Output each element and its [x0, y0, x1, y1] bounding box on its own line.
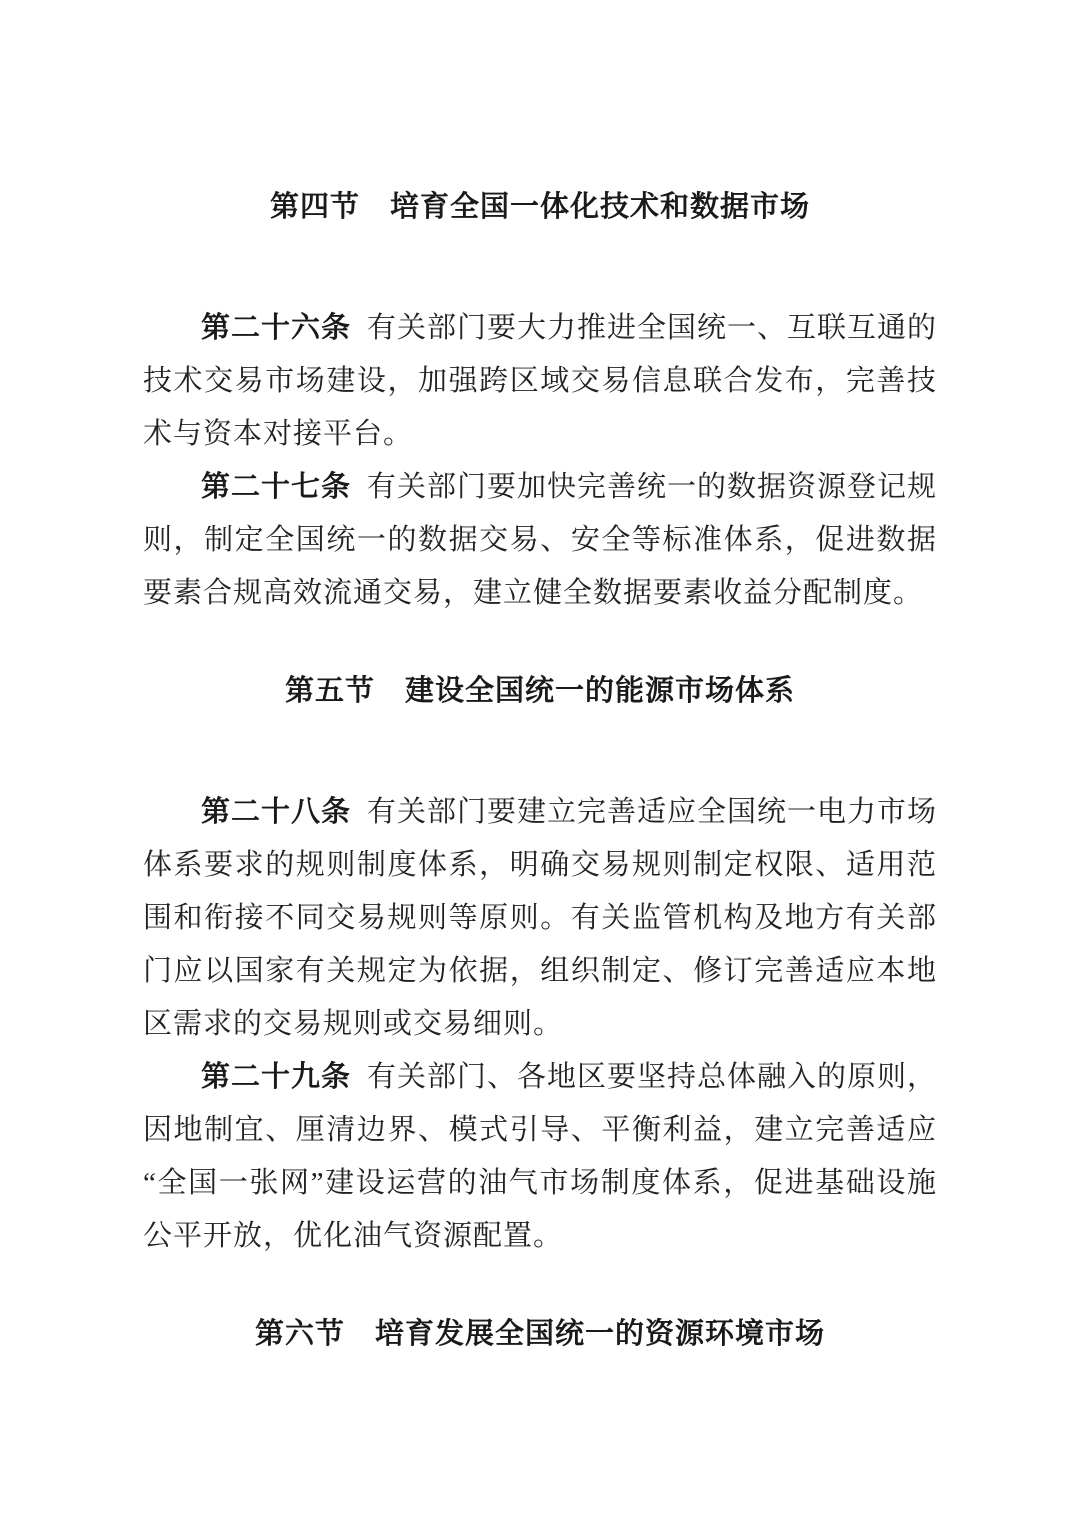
- article-29-number: 第二十九条: [201, 1061, 352, 1093]
- article-26: [143, 302, 937, 461]
- article-27-text: 有关部门要加快完善统一的数据资源登记规则，制定全国统一的数据交易、安全等标准体系，促进数据要素合规高效流通交易，建立健全数据要素收益分配制度。: [143, 471, 937, 609]
- article-27-number: 第二十七条: [201, 471, 352, 503]
- section-heading-4: 第四节 培育全国一体化技术和数据市场: [269, 191, 810, 223]
- article-27: [143, 461, 937, 620]
- article-28-number: 第二十八条: [201, 796, 352, 828]
- section-heading-6: 第六节 培育发展全国统一的资源环境市场: [254, 1318, 825, 1350]
- section-heading-5: 第五节 建设全国统一的能源市场体系: [284, 675, 795, 707]
- article-29-text: 有关部门、各地区要坚持总体融入的原则，因地制宜、厘清边界、模式引导、平衡利益，建立完善适应“全国一张网”建设运营的油气市场制度体系，促进基础设施公平开放，优化油气资源配置。: [143, 1061, 937, 1252]
- article-26-number: 第二十六条: [201, 312, 352, 344]
- article-29: [143, 1051, 937, 1263]
- article-28-text: 有关部门要建立完善适应全国统一电力市场体系要求的规则制度体系，明确交易规则制定权限、适用范围和衔接不同交易规则等原则。有关监管机构及地方有关部门应以国家有关规定为依据，组织制定、修订完善适应本地区需求的交易规则或交易细则。: [143, 796, 937, 1040]
- article-26-text: 有关部门要大力推进全国统一、互联互通的技术交易市场建设，加强跨区域交易信息联合发布，完善技术与资本对接平台。: [143, 312, 937, 450]
- article-28: [143, 786, 937, 1051]
